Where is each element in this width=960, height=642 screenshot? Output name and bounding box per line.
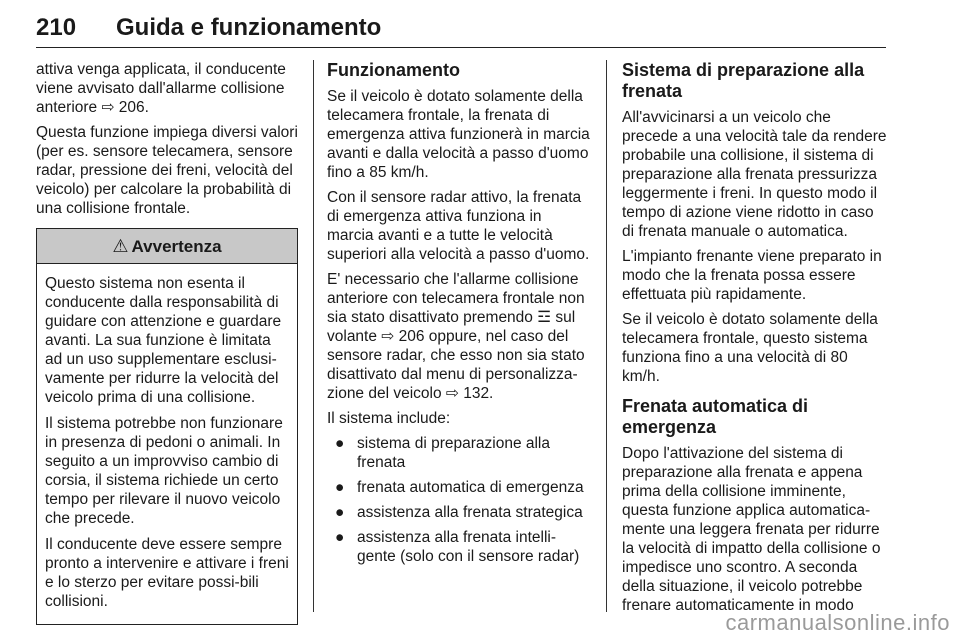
section-heading: Funzionamento <box>327 60 460 80</box>
feature-list <box>333 434 592 566</box>
paragraph: attiva venga applicata, il conducente viene avvisato dall'allarme collisione anteriore ⇨ 206. <box>36 61 286 116</box>
warning-paragraph: Il conducente deve essere sempre pronto a intervenire e attivare i freni e lo sterzo per evitare possi-bili collisioni. <box>45 536 289 610</box>
paragraph: Dopo l'attivazione del sistema di preparazione alla frenata e appena prima della collisione imminente, questa funzione applica automatica-mente una leggera frenata per ridurre la velocità di impatto della collisione o impedisce uno scontro. A seconda della situazione, il veicolo potrebbe frenare automaticamente in modo <box>622 445 881 614</box>
bullet-icon: ● <box>335 479 345 496</box>
list-item: ● assistenza alla frenata intelli-gente (solo con il sensore radar) <box>335 529 580 565</box>
section-title: Guida e funzionamento <box>116 14 382 41</box>
section-heading: Sistema di preparazione alla frenata <box>622 60 865 101</box>
warning-box <box>36 228 298 625</box>
column-1 <box>36 60 298 625</box>
column-3 <box>622 60 887 621</box>
bullet-icon: ● <box>335 435 345 452</box>
warning-title: Avvertenza <box>131 236 222 256</box>
list-item: ● frenata automatica di emergenza <box>335 479 584 496</box>
warning-body <box>37 264 297 624</box>
paragraph: Il sistema include: <box>327 410 451 427</box>
list-item: ● assistenza alla frenata strategica <box>335 504 583 521</box>
warning-paragraph: Il sistema potrebbe non funzionare in presenza di pedoni o animali. In seguito a un improvviso cambio di corsia, il sistema richiede un certo tempo per rilevare il nuovo veicolo che precede. <box>45 415 283 527</box>
page-header <box>36 10 886 48</box>
paragraph: Con il sensore radar attivo, la frenata di emergenza attiva funziona in marcia avanti e a tutte le velocità superiori alla velocità a passo d'uomo. <box>327 189 590 263</box>
paragraph: E' necessario che l'allarme collisione anteriore con telecamera frontale non sia stato disattivato premendo ☲ sul volante ⇨ 206 oppure, nel caso del sensore radar, che esso non sia stato disattivato dal menu di personalizza-zione del veicolo ⇨ 132. <box>327 271 585 402</box>
paragraph: All'avvicinarsi a un veicolo che precede a una velocità tale da rendere probabile una collisione, il sistema di preparazione alla frenata pressurizza leggermente i freni. In questo modo il tempo di azione viene ridotto in caso di frenata manuale o automatica. <box>622 109 887 240</box>
paragraph: L'impianto frenante viene preparato in modo che la frenata possa essere effettuata più rapidamente. <box>622 248 882 303</box>
bullet-icon: ● <box>335 504 345 521</box>
page-number: 210 <box>36 14 77 41</box>
paragraph: Se il veicolo è dotato solamente della telecamera frontale, la frenata di emergenza attiva funzionerà in marcia avanti e dalla velocità a passo d'uomo fino a 85 km/h. <box>327 88 590 181</box>
column-divider <box>313 60 314 612</box>
bullet-icon: ● <box>335 529 345 546</box>
list-item: ● sistema di preparazione alla frenata <box>335 435 550 471</box>
section-heading: Frenata automatica di emergenza <box>622 396 809 437</box>
paragraph: Questa funzione impiega diversi valori (per es. sensore telecamera, sensore radar, pressione dei freni, velocità del veicolo) per calcolare la probabilità di una collisione frontale. <box>36 124 298 217</box>
warning-header <box>37 229 297 264</box>
watermark: carmanualsonline.info <box>725 610 950 635</box>
column-divider <box>606 60 607 612</box>
column-2 <box>327 60 592 572</box>
warning-paragraph: Questo sistema non esenta il conducente dalla responsabilità di guidare con attenzione e guardare avanti. La sua funzione è limitata ad un uso supplementare esclusi-vamente per ridurre la velocità del veicolo prima di una collisione. <box>45 275 282 406</box>
paragraph: Se il veicolo è dotato solamente della telecamera frontale, questo sistema funziona fino a una velocità di 80 km/h. <box>622 311 878 385</box>
warning-triangle-icon: ⚠ <box>112 235 129 256</box>
